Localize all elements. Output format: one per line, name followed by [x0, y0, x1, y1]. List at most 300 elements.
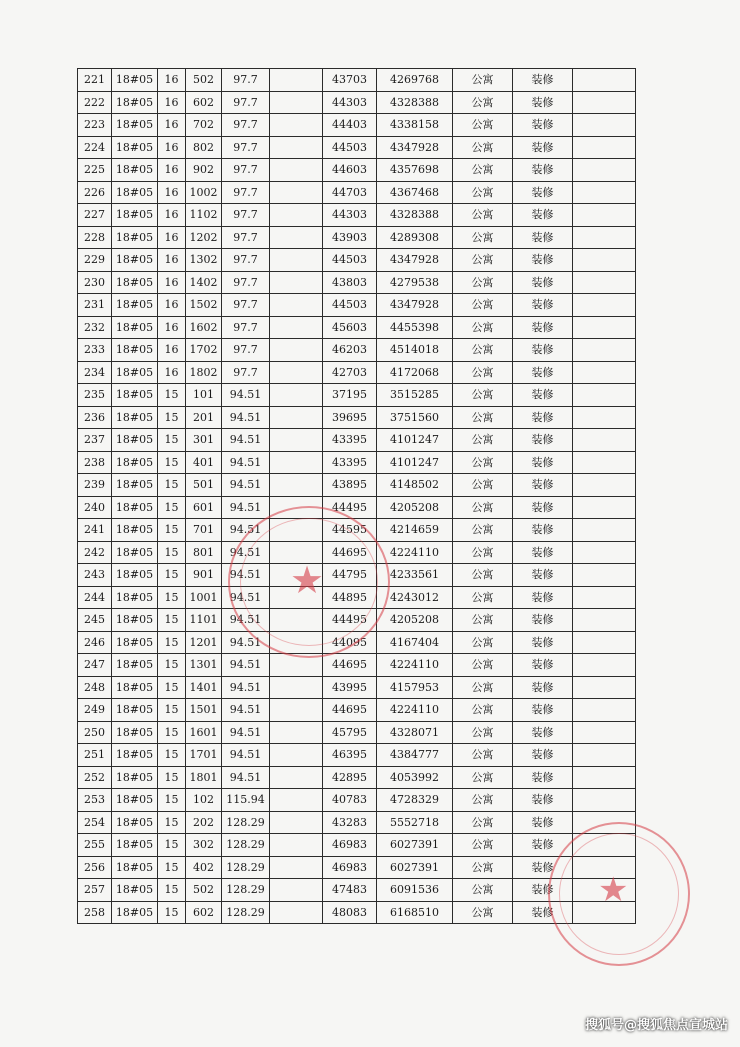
cell-usage: 公寓 [453, 451, 513, 474]
cell-unit: 702 [186, 114, 222, 137]
cell-remark [573, 744, 636, 767]
cell-unit-price: 44603 [323, 159, 377, 182]
cell-total-price: 4224110 [377, 654, 453, 677]
cell-decoration: 装修 [513, 204, 573, 227]
cell-total-price: 4347928 [377, 249, 453, 272]
cell-floors: 15 [158, 654, 186, 677]
cell-total-price: 4269768 [377, 69, 453, 92]
cell-area: 94.51 [222, 676, 270, 699]
cell-total-price: 4243012 [377, 586, 453, 609]
cell-total-price: 4328071 [377, 721, 453, 744]
cell-unit: 1401 [186, 676, 222, 699]
cell-remark [573, 496, 636, 519]
table-row [78, 519, 636, 542]
cell-row-number: 254 [78, 811, 112, 834]
table-row [78, 721, 636, 744]
cell-blank [270, 181, 323, 204]
cell-remark [573, 226, 636, 249]
cell-usage: 公寓 [453, 541, 513, 564]
cell-building: 18#05 [112, 834, 158, 857]
cell-area: 97.7 [222, 91, 270, 114]
cell-unit: 402 [186, 856, 222, 879]
cell-floors: 16 [158, 361, 186, 384]
cell-usage: 公寓 [453, 901, 513, 924]
cell-building: 18#05 [112, 654, 158, 677]
table-row [78, 654, 636, 677]
table-row [78, 339, 636, 362]
cell-floors: 15 [158, 609, 186, 632]
cell-usage: 公寓 [453, 429, 513, 452]
cell-floors: 15 [158, 586, 186, 609]
cell-row-number: 249 [78, 699, 112, 722]
table-row [78, 676, 636, 699]
cell-blank [270, 834, 323, 857]
table-row [78, 316, 636, 339]
cell-unit-price: 43395 [323, 451, 377, 474]
cell-building: 18#05 [112, 451, 158, 474]
cell-row-number: 234 [78, 361, 112, 384]
cell-remark [573, 406, 636, 429]
cell-total-price: 4233561 [377, 564, 453, 587]
cell-building: 18#05 [112, 474, 158, 497]
cell-floors: 16 [158, 294, 186, 317]
cell-remark [573, 181, 636, 204]
cell-decoration: 装修 [513, 834, 573, 857]
cell-decoration: 装修 [513, 406, 573, 429]
cell-floors: 15 [158, 811, 186, 834]
cell-total-price: 4205208 [377, 609, 453, 632]
cell-unit: 202 [186, 811, 222, 834]
cell-row-number: 246 [78, 631, 112, 654]
cell-total-price: 4157953 [377, 676, 453, 699]
cell-decoration: 装修 [513, 631, 573, 654]
cell-floors: 15 [158, 406, 186, 429]
cell-unit: 602 [186, 91, 222, 114]
cell-decoration: 装修 [513, 676, 573, 699]
table-row [78, 564, 636, 587]
cell-remark [573, 631, 636, 654]
cell-total-price: 4384777 [377, 744, 453, 767]
table-row [78, 496, 636, 519]
cell-area: 94.51 [222, 496, 270, 519]
cell-unit-price: 44703 [323, 181, 377, 204]
cell-remark [573, 766, 636, 789]
cell-blank [270, 361, 323, 384]
table-row [78, 879, 636, 902]
cell-unit: 1402 [186, 271, 222, 294]
cell-usage: 公寓 [453, 226, 513, 249]
cell-total-price: 4205208 [377, 496, 453, 519]
table-row [78, 856, 636, 879]
cell-blank [270, 271, 323, 294]
cell-blank [270, 384, 323, 407]
cell-row-number: 231 [78, 294, 112, 317]
cell-row-number: 242 [78, 541, 112, 564]
cell-row-number: 226 [78, 181, 112, 204]
cell-row-number: 258 [78, 901, 112, 924]
cell-building: 18#05 [112, 406, 158, 429]
cell-usage: 公寓 [453, 136, 513, 159]
cell-row-number: 248 [78, 676, 112, 699]
cell-blank [270, 856, 323, 879]
cell-floors: 15 [158, 519, 186, 542]
table-row [78, 541, 636, 564]
cell-row-number: 239 [78, 474, 112, 497]
cell-decoration: 装修 [513, 654, 573, 677]
cell-floors: 15 [158, 496, 186, 519]
cell-building: 18#05 [112, 744, 158, 767]
cell-unit: 201 [186, 406, 222, 429]
star-icon: ★ [598, 870, 629, 910]
cell-blank [270, 676, 323, 699]
cell-row-number: 225 [78, 159, 112, 182]
cell-usage: 公寓 [453, 496, 513, 519]
cell-area: 94.51 [222, 564, 270, 587]
cell-area: 94.51 [222, 654, 270, 677]
table-row [78, 631, 636, 654]
table-row [78, 226, 636, 249]
cell-floors: 16 [158, 136, 186, 159]
cell-blank [270, 294, 323, 317]
cell-area: 97.7 [222, 316, 270, 339]
cell-blank [270, 406, 323, 429]
watermark-text: 搜狐号@搜狐焦点宣城站 [584, 1018, 728, 1033]
cell-remark [573, 609, 636, 632]
cell-row-number: 229 [78, 249, 112, 272]
cell-remark [573, 69, 636, 92]
cell-total-price: 4514018 [377, 339, 453, 362]
cell-blank [270, 811, 323, 834]
cell-usage: 公寓 [453, 609, 513, 632]
cell-remark [573, 114, 636, 137]
cell-decoration: 装修 [513, 766, 573, 789]
cell-remark [573, 879, 636, 902]
cell-row-number: 241 [78, 519, 112, 542]
cell-area: 94.51 [222, 451, 270, 474]
cell-unit: 1301 [186, 654, 222, 677]
cell-row-number: 222 [78, 91, 112, 114]
cell-remark [573, 856, 636, 879]
cell-unit-price: 46395 [323, 744, 377, 767]
cell-row-number: 256 [78, 856, 112, 879]
cell-building: 18#05 [112, 586, 158, 609]
cell-usage: 公寓 [453, 586, 513, 609]
table-row [78, 834, 636, 857]
cell-unit: 502 [186, 69, 222, 92]
cell-decoration: 装修 [513, 721, 573, 744]
cell-unit: 801 [186, 541, 222, 564]
cell-row-number: 245 [78, 609, 112, 632]
cell-floors: 15 [158, 766, 186, 789]
cell-unit-price: 44503 [323, 136, 377, 159]
cell-total-price: 6091536 [377, 879, 453, 902]
table-row [78, 91, 636, 114]
cell-unit-price: 48083 [323, 901, 377, 924]
cell-total-price: 4101247 [377, 451, 453, 474]
cell-area: 94.51 [222, 586, 270, 609]
cell-remark [573, 204, 636, 227]
cell-blank [270, 226, 323, 249]
cell-remark [573, 451, 636, 474]
cell-total-price: 4347928 [377, 136, 453, 159]
cell-blank [270, 316, 323, 339]
cell-floors: 15 [158, 429, 186, 452]
cell-blank [270, 631, 323, 654]
cell-floors: 16 [158, 69, 186, 92]
cell-unit: 1201 [186, 631, 222, 654]
cell-total-price: 4347928 [377, 294, 453, 317]
cell-floors: 15 [158, 474, 186, 497]
cell-total-price: 4148502 [377, 474, 453, 497]
cell-usage: 公寓 [453, 181, 513, 204]
cell-unit: 1001 [186, 586, 222, 609]
cell-row-number: 221 [78, 69, 112, 92]
cell-remark [573, 676, 636, 699]
cell-decoration: 装修 [513, 114, 573, 137]
cell-blank [270, 766, 323, 789]
cell-row-number: 247 [78, 654, 112, 677]
cell-blank [270, 586, 323, 609]
cell-decoration: 装修 [513, 519, 573, 542]
cell-usage: 公寓 [453, 721, 513, 744]
cell-remark [573, 361, 636, 384]
cell-remark [573, 429, 636, 452]
cell-row-number: 230 [78, 271, 112, 294]
cell-total-price: 4279538 [377, 271, 453, 294]
cell-remark [573, 901, 636, 924]
cell-row-number: 224 [78, 136, 112, 159]
cell-remark [573, 564, 636, 587]
cell-floors: 15 [158, 384, 186, 407]
cell-remark [573, 249, 636, 272]
table-row [78, 811, 636, 834]
cell-remark [573, 339, 636, 362]
cell-unit-price: 43703 [323, 69, 377, 92]
cell-total-price: 3515285 [377, 384, 453, 407]
table-row [78, 586, 636, 609]
cell-unit-price: 44595 [323, 519, 377, 542]
cell-usage: 公寓 [453, 69, 513, 92]
cell-floors: 16 [158, 91, 186, 114]
cell-usage: 公寓 [453, 339, 513, 362]
cell-building: 18#05 [112, 519, 158, 542]
cell-area: 97.7 [222, 69, 270, 92]
cell-unit-price: 46983 [323, 834, 377, 857]
cell-area: 128.29 [222, 856, 270, 879]
cell-decoration: 装修 [513, 879, 573, 902]
cell-floors: 16 [158, 226, 186, 249]
cell-unit: 1101 [186, 609, 222, 632]
cell-decoration: 装修 [513, 541, 573, 564]
cell-unit: 1102 [186, 204, 222, 227]
cell-decoration: 装修 [513, 496, 573, 519]
cell-building: 18#05 [112, 789, 158, 812]
cell-floors: 15 [158, 631, 186, 654]
cell-area: 97.7 [222, 114, 270, 137]
cell-building: 18#05 [112, 541, 158, 564]
cell-remark [573, 91, 636, 114]
cell-unit-price: 44503 [323, 294, 377, 317]
cell-building: 18#05 [112, 361, 158, 384]
cell-area: 94.51 [222, 609, 270, 632]
cell-unit: 1601 [186, 721, 222, 744]
cell-blank [270, 564, 323, 587]
cell-usage: 公寓 [453, 519, 513, 542]
cell-area: 97.7 [222, 249, 270, 272]
cell-row-number: 253 [78, 789, 112, 812]
cell-unit-price: 44095 [323, 631, 377, 654]
cell-decoration: 装修 [513, 811, 573, 834]
cell-building: 18#05 [112, 564, 158, 587]
cell-remark [573, 699, 636, 722]
cell-unit: 1002 [186, 181, 222, 204]
cell-decoration: 装修 [513, 69, 573, 92]
cell-unit: 302 [186, 834, 222, 857]
cell-building: 18#05 [112, 766, 158, 789]
cell-decoration: 装修 [513, 361, 573, 384]
cell-decoration: 装修 [513, 159, 573, 182]
cell-unit: 901 [186, 564, 222, 587]
cell-remark [573, 136, 636, 159]
cell-blank [270, 451, 323, 474]
cell-row-number: 251 [78, 744, 112, 767]
cell-remark [573, 586, 636, 609]
cell-blank [270, 91, 323, 114]
cell-floors: 15 [158, 744, 186, 767]
cell-blank [270, 744, 323, 767]
cell-blank [270, 159, 323, 182]
cell-remark [573, 721, 636, 744]
cell-floors: 15 [158, 856, 186, 879]
cell-building: 18#05 [112, 114, 158, 137]
star-icon: ★ [290, 558, 325, 602]
cell-unit: 1802 [186, 361, 222, 384]
cell-total-price: 4172068 [377, 361, 453, 384]
cell-usage: 公寓 [453, 631, 513, 654]
cell-building: 18#05 [112, 609, 158, 632]
cell-blank [270, 721, 323, 744]
cell-usage: 公寓 [453, 744, 513, 767]
table-row [78, 294, 636, 317]
cell-area: 97.7 [222, 204, 270, 227]
cell-unit-price: 37195 [323, 384, 377, 407]
cell-unit: 501 [186, 474, 222, 497]
table-row [78, 789, 636, 812]
cell-unit: 1501 [186, 699, 222, 722]
cell-building: 18#05 [112, 676, 158, 699]
cell-usage: 公寓 [453, 294, 513, 317]
cell-blank [270, 609, 323, 632]
table-row [78, 136, 636, 159]
cell-remark [573, 384, 636, 407]
cell-area: 94.51 [222, 519, 270, 542]
cell-usage: 公寓 [453, 91, 513, 114]
cell-unit: 802 [186, 136, 222, 159]
table-row [78, 901, 636, 924]
cell-floors: 15 [158, 834, 186, 857]
cell-building: 18#05 [112, 271, 158, 294]
cell-area: 128.29 [222, 879, 270, 902]
cell-usage: 公寓 [453, 879, 513, 902]
cell-decoration: 装修 [513, 744, 573, 767]
cell-building: 18#05 [112, 901, 158, 924]
cell-total-price: 3751560 [377, 406, 453, 429]
cell-area: 94.51 [222, 429, 270, 452]
table-row [78, 69, 636, 92]
cell-unit-price: 44695 [323, 699, 377, 722]
cell-building: 18#05 [112, 811, 158, 834]
cell-building: 18#05 [112, 721, 158, 744]
cell-building: 18#05 [112, 429, 158, 452]
table-row [78, 406, 636, 429]
cell-floors: 16 [158, 271, 186, 294]
cell-usage: 公寓 [453, 271, 513, 294]
cell-total-price: 4214659 [377, 519, 453, 542]
cell-total-price: 4328388 [377, 91, 453, 114]
cell-blank [270, 496, 323, 519]
cell-usage: 公寓 [453, 834, 513, 857]
cell-decoration: 装修 [513, 609, 573, 632]
cell-decoration: 装修 [513, 384, 573, 407]
cell-unit-price: 43803 [323, 271, 377, 294]
cell-unit: 902 [186, 159, 222, 182]
cell-floors: 15 [158, 564, 186, 587]
cell-unit: 601 [186, 496, 222, 519]
cell-unit-price: 43903 [323, 226, 377, 249]
cell-building: 18#05 [112, 226, 158, 249]
cell-area: 94.51 [222, 541, 270, 564]
cell-unit-price: 45603 [323, 316, 377, 339]
cell-usage: 公寓 [453, 159, 513, 182]
cell-unit: 1202 [186, 226, 222, 249]
cell-total-price: 4101247 [377, 429, 453, 452]
cell-blank [270, 429, 323, 452]
cell-row-number: 223 [78, 114, 112, 137]
table-row [78, 159, 636, 182]
cell-floors: 15 [158, 789, 186, 812]
cell-blank [270, 474, 323, 497]
cell-building: 18#05 [112, 339, 158, 362]
cell-row-number: 250 [78, 721, 112, 744]
cell-unit-price: 44495 [323, 609, 377, 632]
cell-remark [573, 541, 636, 564]
cell-floors: 16 [158, 114, 186, 137]
cell-usage: 公寓 [453, 766, 513, 789]
cell-row-number: 235 [78, 384, 112, 407]
cell-total-price: 4328388 [377, 204, 453, 227]
cell-blank [270, 69, 323, 92]
cell-unit-price: 44795 [323, 564, 377, 587]
cell-building: 18#05 [112, 204, 158, 227]
cell-row-number: 232 [78, 316, 112, 339]
cell-floors: 16 [158, 159, 186, 182]
cell-unit-price: 44303 [323, 91, 377, 114]
cell-unit: 301 [186, 429, 222, 452]
cell-floors: 15 [158, 541, 186, 564]
cell-building: 18#05 [112, 69, 158, 92]
cell-area: 94.51 [222, 766, 270, 789]
cell-unit-price: 43395 [323, 429, 377, 452]
cell-unit-price: 46203 [323, 339, 377, 362]
cell-area: 94.51 [222, 384, 270, 407]
cell-decoration: 装修 [513, 564, 573, 587]
cell-building: 18#05 [112, 159, 158, 182]
cell-area: 97.7 [222, 226, 270, 249]
cell-blank [270, 519, 323, 542]
cell-blank [270, 789, 323, 812]
cell-building: 18#05 [112, 856, 158, 879]
cell-row-number: 243 [78, 564, 112, 587]
